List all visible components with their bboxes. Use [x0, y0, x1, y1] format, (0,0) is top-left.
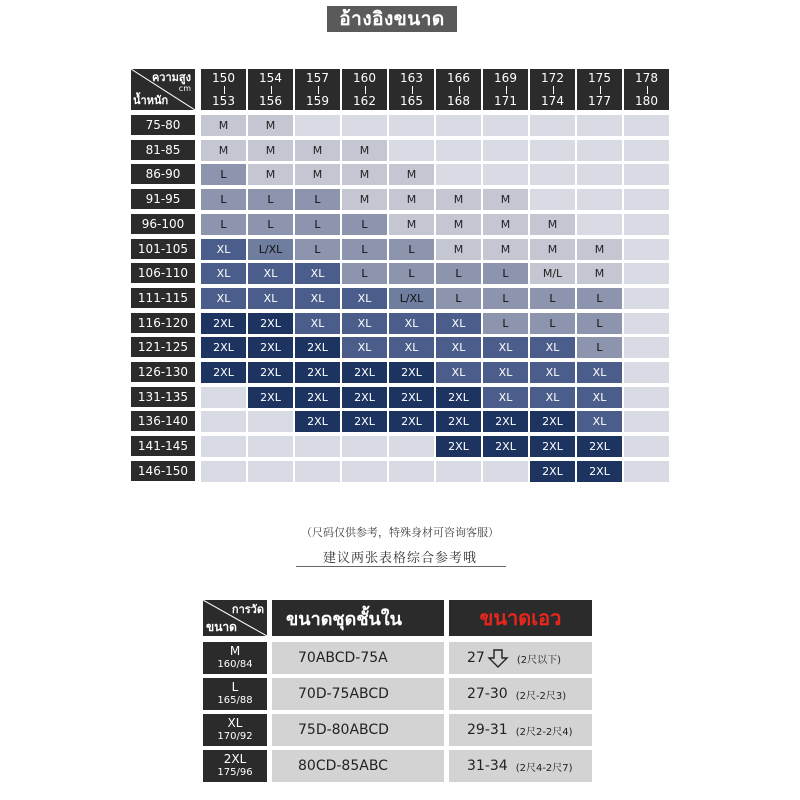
height-range-start: 154	[259, 71, 282, 85]
size-cell: 2XL	[389, 411, 434, 432]
size-cell: XL	[530, 337, 575, 358]
size-cell: L	[201, 189, 246, 210]
size-cell	[624, 263, 669, 284]
size-cell: M	[436, 189, 481, 210]
size-cell: 2XL	[295, 362, 340, 383]
waist-size-header: ขนาดเอว	[449, 600, 592, 636]
size-cell: 2XL	[483, 436, 528, 457]
measure-row-label	[203, 678, 267, 710]
waist-note: (2尺以下)	[516, 654, 561, 666]
size-cell	[201, 387, 246, 408]
size-cell	[436, 164, 481, 185]
size-cell: M	[389, 214, 434, 235]
waist-size-cell	[449, 642, 592, 674]
size-cell: L	[342, 263, 387, 284]
size-cell: 2XL	[483, 411, 528, 432]
size-cell: XL	[201, 288, 246, 309]
size-cell: 2XL	[342, 362, 387, 383]
size-cell: 2XL	[577, 461, 622, 482]
size-cell: 2XL	[436, 411, 481, 432]
size-cell: 2XL	[389, 362, 434, 383]
size-cell: M	[342, 189, 387, 210]
size-cell: XL	[530, 362, 575, 383]
size-cell: M	[389, 189, 434, 210]
size-cell	[577, 189, 622, 210]
size-cell	[342, 115, 387, 136]
range-tick	[459, 86, 460, 94]
size-cell: 2XL	[342, 387, 387, 408]
size-cell	[624, 461, 669, 482]
size-cell: L	[436, 263, 481, 284]
size-cell: M	[530, 214, 575, 235]
down-arrow-icon	[487, 648, 509, 668]
weight-row-label: 131-135	[131, 387, 195, 407]
size-cell	[624, 387, 669, 408]
size-cell	[577, 164, 622, 185]
size-cell: L	[577, 337, 622, 358]
size-cell	[483, 461, 528, 482]
size-cell: M	[201, 115, 246, 136]
height-range-start: 157	[306, 71, 329, 85]
size-cell: XL	[201, 239, 246, 260]
size-cell	[530, 115, 575, 136]
weight-row-label: 116-120	[131, 313, 195, 333]
size-cell: 2XL	[295, 411, 340, 432]
size-cell	[624, 140, 669, 161]
weight-row-label: 96-100	[131, 214, 195, 234]
height-range-start: 166	[447, 71, 470, 85]
size-cell: M	[483, 239, 528, 260]
size-cell	[248, 436, 293, 457]
height-range-end: 171	[494, 94, 517, 108]
grid-corner-header	[131, 69, 195, 110]
size-cell: XL	[342, 313, 387, 334]
size-cell	[624, 411, 669, 432]
height-range-start: 178	[635, 71, 658, 85]
size-cell	[624, 214, 669, 235]
range-tick	[365, 86, 366, 94]
size-cell: XL	[577, 411, 622, 432]
size-cell: L	[342, 214, 387, 235]
height-range-end: 174	[541, 94, 564, 108]
size-cell: XL	[436, 313, 481, 334]
waist-size-cell	[449, 678, 592, 710]
size-cell	[624, 189, 669, 210]
height-range-start: 175	[588, 71, 611, 85]
waist-value: 27-30	[467, 686, 508, 702]
size-cell	[624, 436, 669, 457]
height-range-end: 159	[306, 94, 329, 108]
size-cell: XL	[530, 387, 575, 408]
size-cell: XL	[436, 362, 481, 383]
size-cell: L	[201, 164, 246, 185]
size-cell	[295, 436, 340, 457]
height-range-end: 153	[212, 94, 235, 108]
size-cell	[436, 140, 481, 161]
range-tick	[553, 86, 554, 94]
height-range-end: 177	[588, 94, 611, 108]
size-cell: L	[483, 263, 528, 284]
size-cell	[342, 461, 387, 482]
weight-row-label: 146-150	[131, 461, 195, 481]
size-cell: L	[530, 313, 575, 334]
height-range-start: 172	[541, 71, 564, 85]
size-cell: XL	[577, 387, 622, 408]
height-range-start: 160	[353, 71, 376, 85]
size-cell	[624, 239, 669, 260]
size-cell	[389, 436, 434, 457]
height-column-header	[436, 69, 481, 110]
size-cell: L	[530, 288, 575, 309]
size-cell: XL	[248, 263, 293, 284]
measure-row-label	[203, 714, 267, 746]
size-cell: L	[389, 263, 434, 284]
size-cell	[483, 140, 528, 161]
height-column-header	[577, 69, 622, 110]
height-column-header	[624, 69, 669, 110]
height-unit-label: cm	[178, 84, 191, 93]
size-cell	[436, 115, 481, 136]
size-cell: 2XL	[436, 387, 481, 408]
size-cell: M	[483, 189, 528, 210]
size-cell: 2XL	[389, 387, 434, 408]
range-tick	[600, 86, 601, 94]
size-cell: L/XL	[389, 288, 434, 309]
size-cell: L	[577, 288, 622, 309]
range-tick	[224, 86, 225, 94]
size-cell: XL	[389, 337, 434, 358]
size-cell: XL	[483, 387, 528, 408]
size-cell: M	[342, 164, 387, 185]
size-cell: L	[483, 313, 528, 334]
size-cell: L	[248, 214, 293, 235]
waist-note: (2尺-2尺3)	[515, 690, 567, 702]
weight-row-label: 106-110	[131, 263, 195, 283]
size-cell: 2XL	[201, 313, 246, 334]
size-cell: M	[577, 263, 622, 284]
size-cell: 2XL	[201, 337, 246, 358]
range-tick	[647, 86, 648, 94]
underwear-size-cell: 70ABCD-75A	[272, 642, 444, 674]
size-cell	[295, 115, 340, 136]
height-column-header	[248, 69, 293, 110]
waist-value: 31-34	[467, 758, 508, 774]
size-cell: XL	[248, 288, 293, 309]
size-code: XL	[227, 716, 243, 730]
size-cell: L	[295, 214, 340, 235]
size-cell	[624, 313, 669, 334]
size-cell: 2XL	[248, 387, 293, 408]
size-cell: XL	[483, 337, 528, 358]
size-cell: 2XL	[295, 337, 340, 358]
measure-corner-header	[203, 600, 267, 636]
size-cell: L	[248, 189, 293, 210]
weight-row-label: 81-85	[131, 140, 195, 160]
weight-row-label: 121-125	[131, 337, 195, 357]
height-range-end: 162	[353, 94, 376, 108]
height-range-start: 150	[212, 71, 235, 85]
underwear-size-cell: 80CD-85ABC	[272, 750, 444, 782]
size-cell	[201, 436, 246, 457]
weight-axis-label: น้ำหนัก	[133, 94, 169, 107]
measure-row-label	[203, 750, 267, 782]
size-cell: L	[295, 239, 340, 260]
underwear-size-header: ขนาดชุดชั้นใน	[272, 600, 444, 636]
size-cell: L/XL	[248, 239, 293, 260]
size-cell	[389, 140, 434, 161]
weight-row-label: 101-105	[131, 239, 195, 259]
size-cell	[248, 411, 293, 432]
size-cell: 2XL	[248, 337, 293, 358]
measure-axis-label: การวัด	[231, 603, 264, 616]
size-cell: M	[248, 115, 293, 136]
size-cell: XL	[436, 337, 481, 358]
weight-row-label: 126-130	[131, 362, 195, 382]
size-cell	[201, 461, 246, 482]
height-axis-label: ความสูง	[151, 71, 191, 84]
weight-row-label: 136-140	[131, 411, 195, 431]
waist-size-cell	[449, 714, 592, 746]
weight-row-label: 111-115	[131, 288, 195, 308]
size-cell: L	[201, 214, 246, 235]
size-cell: 2XL	[342, 411, 387, 432]
size-cell: 2XL	[295, 387, 340, 408]
height-range-start: 169	[494, 71, 517, 85]
height-column-header	[342, 69, 387, 110]
underwear-size-cell: 70D-75ABCD	[272, 678, 444, 710]
size-cell: L	[577, 313, 622, 334]
size-cell	[201, 411, 246, 432]
height-range-start: 163	[400, 71, 423, 85]
height-column-header	[389, 69, 434, 110]
size-code: L	[231, 680, 239, 694]
size-cell	[342, 436, 387, 457]
size-cell: M	[436, 239, 481, 260]
size-cell	[577, 214, 622, 235]
height-range-end: 165	[400, 94, 423, 108]
size-cell: M	[342, 140, 387, 161]
size-cell: L	[389, 239, 434, 260]
size-cell	[436, 461, 481, 482]
size-cell: M	[295, 164, 340, 185]
size-cell: 2XL	[436, 436, 481, 457]
size-cell	[624, 115, 669, 136]
size-cell: M	[530, 239, 575, 260]
size-cell	[624, 362, 669, 383]
size-cell: XL	[342, 288, 387, 309]
height-range-end: 168	[447, 94, 470, 108]
waist-note: (2尺2-2尺4)	[515, 726, 573, 738]
weight-row-label: 141-145	[131, 436, 195, 456]
range-tick	[271, 86, 272, 94]
size-cell: L	[436, 288, 481, 309]
size-cell: M	[577, 239, 622, 260]
size-cell: M/L	[530, 263, 575, 284]
size-cell: XL	[577, 362, 622, 383]
size-cell: 2XL	[248, 313, 293, 334]
size-cell	[624, 164, 669, 185]
size-cell	[530, 189, 575, 210]
size-cell: XL	[389, 313, 434, 334]
advice-underline	[296, 566, 506, 567]
weight-row-label: 75-80	[131, 115, 195, 135]
measure-row-label	[203, 642, 267, 674]
size-cell: M	[201, 140, 246, 161]
height-column-header	[295, 69, 340, 110]
size-cell	[389, 461, 434, 482]
size-code: M	[229, 644, 241, 658]
waist-value: 27	[467, 650, 485, 666]
weight-row-label: 86-90	[131, 164, 195, 184]
range-tick	[506, 86, 507, 94]
body-measure: 170/92	[217, 731, 253, 742]
advice-note: 建议两张表格综合参考哦	[322, 551, 477, 566]
waist-value: 29-31	[467, 722, 508, 738]
size-cell: L	[295, 189, 340, 210]
height-column-header	[530, 69, 575, 110]
size-cell: XL	[295, 263, 340, 284]
weight-row-label: 91-95	[131, 189, 195, 209]
size-cell: M	[436, 214, 481, 235]
size-cell	[624, 337, 669, 358]
size-cell	[248, 461, 293, 482]
body-measure: 165/88	[217, 695, 253, 706]
size-cell: XL	[295, 313, 340, 334]
size-cell: XL	[295, 288, 340, 309]
size-cell: 2XL	[248, 362, 293, 383]
size-cell	[295, 461, 340, 482]
size-cell	[577, 115, 622, 136]
body-measure: 160/84	[217, 659, 253, 670]
page-title: อ้างอิงขนาด	[327, 6, 457, 32]
size-cell: L	[342, 239, 387, 260]
range-tick	[318, 86, 319, 94]
size-cell: 2XL	[530, 436, 575, 457]
size-cell	[530, 140, 575, 161]
waist-note: (2尺4-2尺7)	[515, 762, 573, 774]
size-cell: XL	[342, 337, 387, 358]
size-cell	[577, 140, 622, 161]
body-measure: 175/96	[217, 767, 253, 778]
height-range-end: 180	[635, 94, 658, 108]
size-cell	[389, 115, 434, 136]
height-column-header	[201, 69, 246, 110]
size-axis-label: ขนาด	[206, 620, 237, 634]
size-cell: M	[248, 164, 293, 185]
size-cell: 2XL	[530, 461, 575, 482]
size-cell: 2XL	[201, 362, 246, 383]
size-cell	[624, 288, 669, 309]
size-cell: M	[389, 164, 434, 185]
size-cell: 2XL	[530, 411, 575, 432]
size-cell: M	[483, 214, 528, 235]
underwear-size-cell: 75D-80ABCD	[272, 714, 444, 746]
size-cell	[483, 115, 528, 136]
size-code: 2XL	[223, 752, 247, 766]
size-cell: M	[248, 140, 293, 161]
size-cell	[530, 164, 575, 185]
size-cell: M	[295, 140, 340, 161]
height-range-end: 156	[259, 94, 282, 108]
size-cell: XL	[483, 362, 528, 383]
waist-size-cell	[449, 750, 592, 782]
range-tick	[412, 86, 413, 94]
size-note: （尺码仅供参考，特殊身材可咨询客服）	[301, 526, 499, 539]
size-cell: L	[483, 288, 528, 309]
size-cell	[483, 164, 528, 185]
size-cell: XL	[201, 263, 246, 284]
height-column-header	[483, 69, 528, 110]
size-cell: 2XL	[577, 436, 622, 457]
